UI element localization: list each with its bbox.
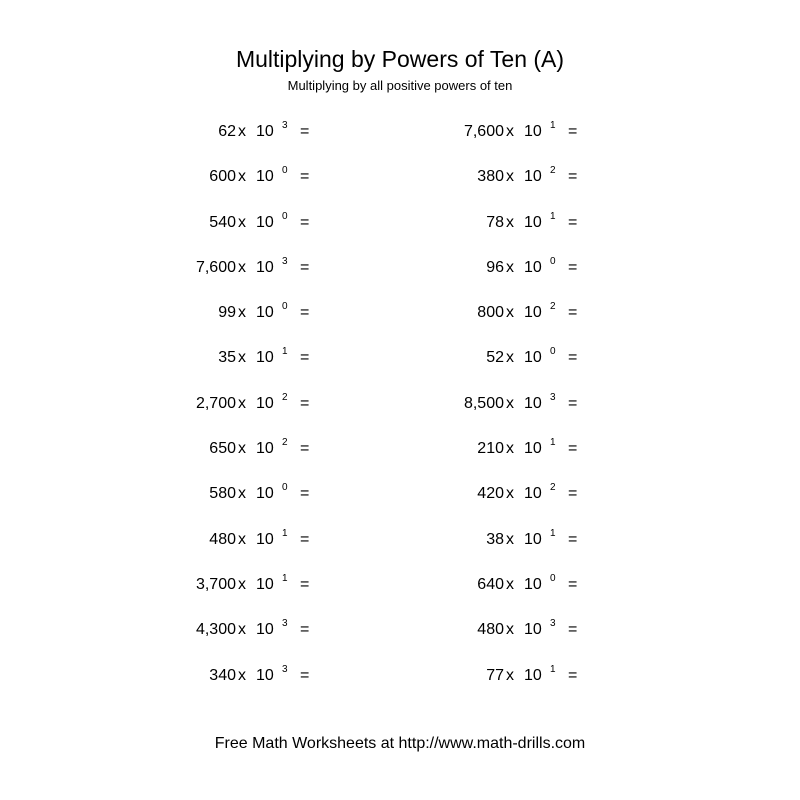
power-base: 10 — [524, 123, 542, 140]
power-exponent: 1 — [550, 527, 556, 539]
power-exponent: 3 — [282, 255, 288, 267]
problem-number: 52 — [486, 349, 504, 367]
problem-row — [328, 434, 588, 479]
power-base: 10 — [524, 349, 542, 367]
equals-sign: = — [300, 666, 310, 684]
problem-row — [328, 253, 588, 298]
problem-number: 4,300 — [195, 621, 236, 639]
equals-sign: = — [568, 168, 578, 186]
problem-row — [60, 343, 320, 388]
equals-sign: = — [568, 440, 578, 458]
multiply-operator: x — [238, 485, 246, 503]
power-base: 10 — [256, 304, 274, 322]
problem-column-right — [328, 117, 588, 706]
power-base: 10 — [256, 621, 274, 639]
problem-number: 62 — [218, 123, 236, 140]
worksheet-subtitle: Multiplying by all positive powers of ten — [287, 78, 513, 93]
equals-sign: = — [300, 575, 310, 593]
power-base: 10 — [524, 258, 542, 276]
power-base: 10 — [256, 485, 274, 503]
problem-row — [328, 615, 588, 660]
problem-number: 420 — [477, 485, 504, 503]
power-exponent: 1 — [282, 527, 288, 539]
multiply-operator: x — [506, 213, 514, 231]
power-exponent: 3 — [550, 391, 556, 403]
multiply-operator: x — [238, 213, 246, 231]
power-exponent: 1 — [282, 346, 288, 358]
multiply-operator: x — [506, 168, 514, 186]
power-base: 10 — [256, 258, 274, 276]
power-exponent: 0 — [282, 482, 288, 494]
multiply-operator: x — [506, 485, 514, 503]
problem-row — [328, 525, 588, 570]
problem-row — [328, 479, 588, 524]
equals-sign: = — [568, 258, 578, 276]
problem-number: 380 — [477, 168, 504, 186]
multiply-operator: x — [238, 440, 246, 458]
power-base: 10 — [524, 440, 542, 458]
equals-sign: = — [300, 349, 310, 367]
problem-number: 600 — [209, 168, 236, 186]
power-base: 10 — [256, 123, 274, 140]
multiply-operator: x — [238, 394, 246, 412]
multiply-operator: x — [238, 621, 246, 639]
problem-row — [60, 117, 320, 162]
power-base: 10 — [524, 575, 542, 593]
problem-number: 540 — [209, 213, 236, 231]
multiply-operator: x — [506, 530, 514, 548]
problem-row — [60, 525, 320, 570]
equals-sign: = — [568, 621, 578, 639]
multiply-operator: x — [238, 666, 246, 684]
power-base: 10 — [524, 213, 542, 231]
problem-row — [60, 434, 320, 479]
problem-number: 580 — [209, 485, 236, 503]
multiply-operator: x — [506, 304, 514, 322]
problem-row — [328, 162, 588, 207]
power-exponent: 1 — [550, 663, 556, 675]
power-exponent: 3 — [282, 663, 288, 675]
power-exponent: 2 — [550, 165, 556, 177]
power-exponent: 1 — [550, 437, 556, 449]
multiply-operator: x — [506, 575, 514, 593]
problem-number: 2,700 — [195, 394, 236, 412]
problem-number: 210 — [477, 440, 504, 458]
multiply-operator: x — [506, 123, 514, 140]
problem-row — [60, 661, 320, 706]
problem-row — [60, 162, 320, 207]
power-base: 10 — [256, 394, 274, 412]
problem-row — [60, 615, 320, 660]
equals-sign: = — [300, 168, 310, 186]
equals-sign: = — [300, 258, 310, 276]
power-base: 10 — [256, 530, 274, 548]
multiply-operator: x — [238, 168, 246, 186]
equals-sign: = — [568, 123, 578, 140]
equals-sign: = — [300, 213, 310, 231]
multiply-operator: x — [238, 258, 246, 276]
equals-sign: = — [300, 485, 310, 503]
power-base: 10 — [524, 394, 542, 412]
problem-column-left — [60, 117, 320, 706]
multiply-operator: x — [238, 530, 246, 548]
multiply-operator: x — [238, 123, 246, 140]
equals-sign: = — [568, 394, 578, 412]
problem-row — [328, 298, 588, 343]
power-exponent: 1 — [282, 572, 288, 584]
problem-row — [60, 570, 320, 615]
problem-number: 340 — [209, 666, 236, 684]
power-base: 10 — [524, 168, 542, 186]
equals-sign: = — [300, 304, 310, 322]
power-exponent: 2 — [550, 482, 556, 494]
equals-sign: = — [568, 304, 578, 322]
multiply-operator: x — [238, 304, 246, 322]
problem-row — [60, 253, 320, 298]
multiply-operator: x — [506, 349, 514, 367]
power-exponent: 3 — [282, 120, 288, 131]
problem-row — [328, 208, 588, 253]
power-exponent: 0 — [282, 165, 288, 177]
equals-sign: = — [568, 666, 578, 684]
multiply-operator: x — [506, 666, 514, 684]
problem-number: 480 — [477, 621, 504, 639]
equals-sign: = — [568, 485, 578, 503]
problem-number: 96 — [486, 258, 504, 276]
problem-number: 3,700 — [195, 575, 236, 593]
equals-sign: = — [300, 440, 310, 458]
equals-sign: = — [568, 575, 578, 593]
power-exponent: 0 — [282, 210, 288, 222]
power-base: 10 — [524, 530, 542, 548]
problem-number: 8,500 — [463, 394, 504, 412]
power-exponent: 2 — [282, 437, 288, 449]
problem-number: 480 — [209, 530, 236, 548]
power-exponent: 0 — [282, 301, 288, 313]
equals-sign: = — [568, 530, 578, 548]
worksheet-title: Multiplying by Powers of Ten (A) — [235, 46, 565, 72]
equals-sign: = — [300, 394, 310, 412]
equals-sign: = — [300, 621, 310, 639]
problem-number: 7,600 — [463, 123, 504, 140]
problem-row — [328, 389, 588, 434]
power-exponent: 0 — [550, 572, 556, 584]
power-base: 10 — [524, 304, 542, 322]
power-exponent: 2 — [550, 301, 556, 313]
problem-number: 640 — [477, 575, 504, 593]
problem-number: 99 — [218, 304, 236, 322]
power-base: 10 — [524, 621, 542, 639]
power-base: 10 — [524, 485, 542, 503]
problem-number: 77 — [486, 666, 504, 684]
multiply-operator: x — [506, 621, 514, 639]
equals-sign: = — [300, 123, 310, 140]
problem-row — [328, 343, 588, 388]
problem-row — [60, 298, 320, 343]
power-base: 10 — [256, 213, 274, 231]
power-exponent: 1 — [550, 210, 556, 222]
power-base: 10 — [256, 349, 274, 367]
problem-row — [328, 570, 588, 615]
problem-number: 38 — [486, 530, 504, 548]
problem-number: 35 — [218, 349, 236, 367]
multiply-operator: x — [238, 349, 246, 367]
problem-row — [60, 389, 320, 434]
equals-sign: = — [568, 213, 578, 231]
power-base: 10 — [256, 168, 274, 186]
problem-row — [328, 661, 588, 706]
multiply-operator: x — [238, 575, 246, 593]
power-exponent: 0 — [550, 255, 556, 267]
problem-number: 800 — [477, 304, 504, 322]
equals-sign: = — [568, 349, 578, 367]
power-exponent: 1 — [550, 120, 556, 131]
power-exponent: 3 — [282, 618, 288, 630]
equals-sign: = — [300, 530, 310, 548]
problem-number: 78 — [486, 213, 504, 231]
problem-number: 7,600 — [195, 258, 236, 276]
problem-row — [60, 208, 320, 253]
power-base: 10 — [524, 666, 542, 684]
worksheet-footer: Free Math Worksheets at http://www.math-drills.com — [214, 735, 586, 752]
multiply-operator: x — [506, 258, 514, 276]
power-exponent: 2 — [282, 391, 288, 403]
multiply-operator: x — [506, 440, 514, 458]
problem-row — [60, 479, 320, 524]
power-base: 10 — [256, 440, 274, 458]
problem-number: 650 — [209, 440, 236, 458]
problem-row — [328, 117, 588, 162]
power-exponent: 0 — [550, 346, 556, 358]
power-exponent: 3 — [550, 618, 556, 630]
multiply-operator: x — [506, 394, 514, 412]
power-base: 10 — [256, 666, 274, 684]
power-base: 10 — [256, 575, 274, 593]
